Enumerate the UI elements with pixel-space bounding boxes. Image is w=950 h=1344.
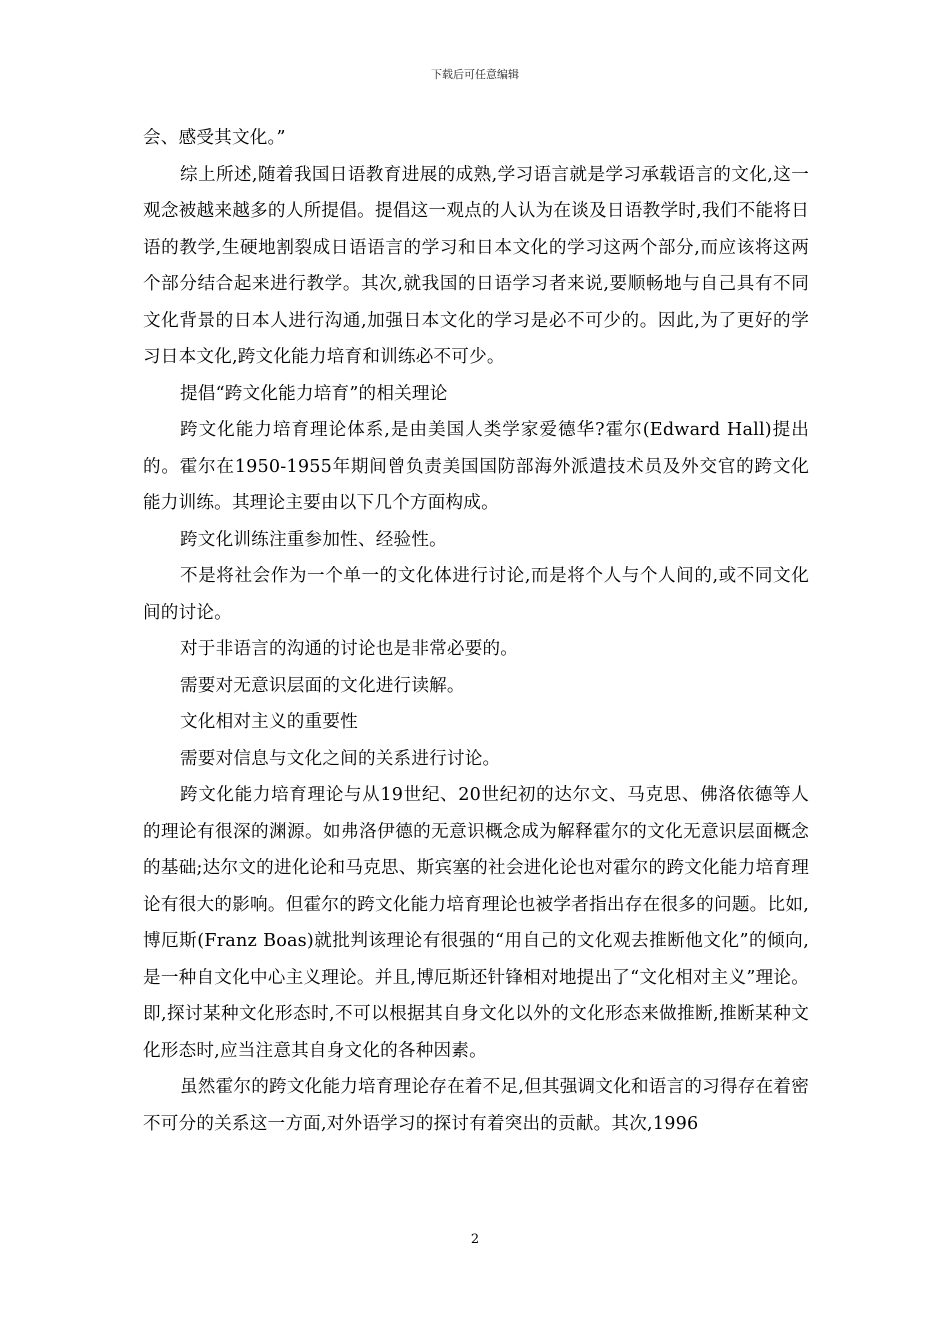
list-item: 需要对无意识层面的文化进行读解。 [180,675,465,696]
list-item: 不是将社会作为一个单一的文化体进行讨论,而是将个人与个人间的,或不同文化间的讨论。 [143,566,809,623]
paragraph: 虽然霍尔的跨文化能力培育理论存在着不足,但其强调文化和语言的习得存在着密不可分的关系这一方面,对外语学习的探讨有着突出的贡献。其次,1996 [143,1077,809,1134]
list-item: 文化相对主义的重要性 [180,712,358,732]
paragraph: 综上所述,随着我国日语教育进展的成熟,学习语言就是学习承载语言的文化,这一观念被越来越多的人所提倡。提倡这一观点的人认为在谈及日语教学时,我们不能将日语的教学,生硬地割裂成日语语言的学习和日本文化的学习这两个部分,而应该将这两个部分结合起来进行教学。其次,就我国的日语学习者来说,要顺畅地与自己具有不同文化背景的日本人进行沟通,加强日本文化的学习是必不可少的。因此,为了更好的学习日本文化,跨文化能力培育和训练必不可少。 [143,164,809,367]
paragraph: 跨文化能力培育理论与从19世纪、20世纪初的达尔文、马克思、佛洛依德等人的理论有很深的渊源。如弗洛伊德的无意识概念成为解释霍尔的文化无意识层面概念的基础;达尔文的进化论和马克思、斯宾塞的社会进化论也对霍尔的跨文化能力培育理论有很大的影响。但霍尔的跨文化能力培育理论也被学者指出存在很多的问题。比如,博厄斯(Franz Boas)就批判该理论有很强的“用自己的文化观去推断他文化”的倾向,是一种自文化中心主义理论。并且,博厄斯还针锋相对地提出了“文化相对主义”理论。即,探讨某种文化形态时,不可以根据其自身文化以外的文化形态来做推断,推断某种文化形态时,应当注意其自身文化的各种因素。 [143,785,809,1061]
section-heading: 提倡“跨文化能力培育”的相关理论 [180,383,448,404]
paragraph: 会、感受其文化。” [143,128,286,148]
document-body [143,120,809,1142]
paragraph: 跨文化能力培育理论体系,是由美国人类学家爱德华?霍尔(Edward Hall)提出的。霍尔在1950-1955年期间曾负责美国国防部海外派遣技术员及外交官的跨文化能力训练。其理论主要由以下几个方面构成。 [143,420,809,513]
page-number: 2 [470,1232,480,1247]
list-item: 对于非语言的沟通的讨论也是非常必要的。 [180,639,519,659]
list-item: 需要对信息与文化之间的关系进行讨论。 [180,748,501,769]
page-header: 下载后可任意编辑 [431,68,519,81]
list-item: 跨文化训练注重参加性、经验性。 [180,529,447,550]
